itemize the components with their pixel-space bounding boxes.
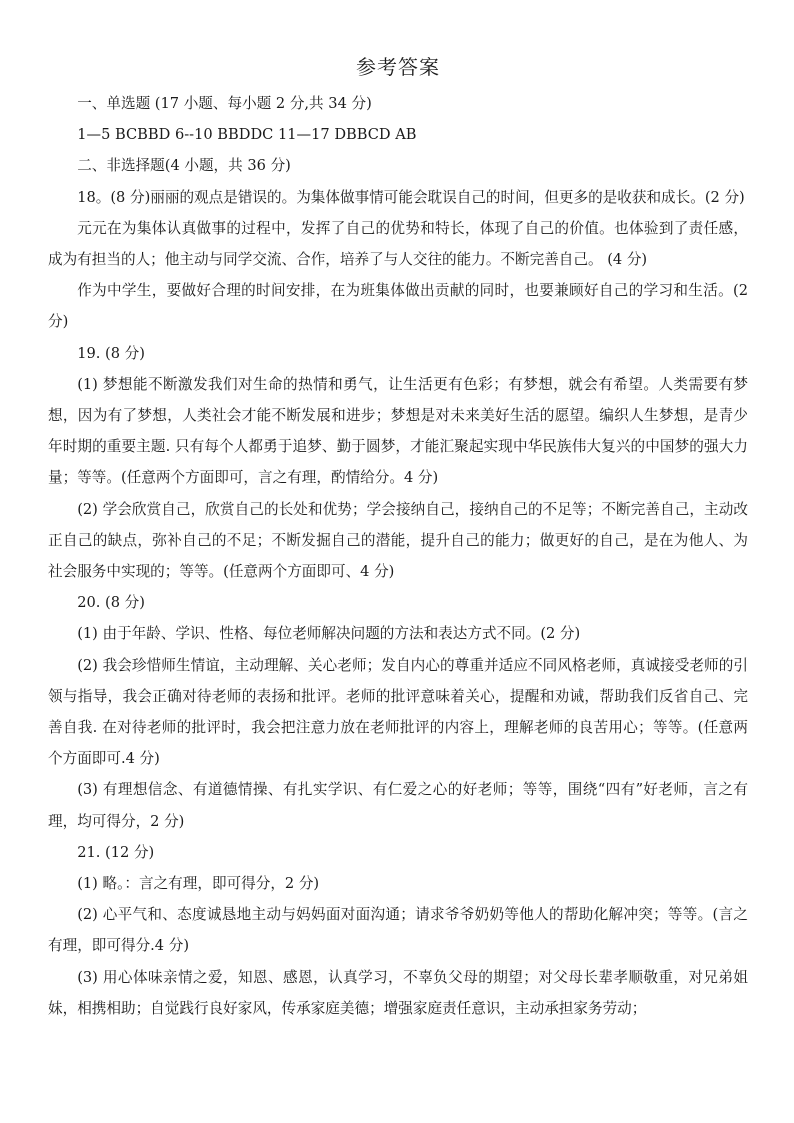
- q19-paragraph-1: (1) 梦想能不断激发我们对生命的热情和勇气，让生活更有色彩；有梦想，就会有希望。人类需要有梦想，因为有了梦想，人类社会才能不断发展和进步；梦想是对未来美好生活的愿望。编织人生梦想，是青少年时期的重要主题. 只有每个人都勇于追梦、勤于圆梦，才能汇聚起实现中华民族伟大复兴的中国梦的强大力量；等等。(任意两个方面即可，言之有理，酌情给分。4 分): [48, 375, 748, 487]
- q18-paragraph-3: 作为中学生，要做好合理的时间安排，在为班集体做出贡献的同时，也要兼顾好自己的学习和生活。(2 分): [48, 282, 748, 331]
- q21-paragraph-3: (3) 用心体味亲情之爱，知恩、感恩，认真学习，不辜负父母的期望；对父母长辈孝顺敬重，对兄弟姐妹，相携相助；自觉践行良好家风，传承家庭美德；增强家庭责任意识，主动承担家务劳动；: [48, 968, 748, 1017]
- q18-paragraph-2: 元元在为集体认真做事的过程中，发挥了自己的优势和特长，体现了自己的价值。也体验到了责任感，成为有担当的人；他主动与同学交流、合作，培养了与人交往的能力。不断完善自己。 (4 分): [48, 219, 748, 269]
- q21-heading: 21. (12 分): [77, 843, 155, 861]
- page-title: 参考答案: [356, 55, 440, 79]
- q19-heading: 19. (8 分): [77, 344, 145, 362]
- q21-paragraph-1: (1) 略。：言之有理，即可得分，2 分): [77, 875, 320, 893]
- q20-paragraph-1: (1) 由于年龄、学识、性格、每位老师解决问题的方法和表达方式不同。(2 分): [77, 625, 581, 643]
- answer-key-page: [48, 52, 748, 1024]
- q20-paragraph-2: (2) 我会珍惜师生情谊，主动理解、关心老师；发自内心的尊重并适应不同风格老师，真诚接受老师的引领与指导，我会正确对待老师的表扬和批评。老师的批评意味着关心，提醒和劝诫，帮助我们反省自己、完善自我. 在对待老师的批评时，我会把注意力放在老师批评的内容上，理解老师的良苦用心；等等。(任意两个方面即可.4 分): [48, 656, 748, 768]
- section2-heading: 二、非选择题(4 小题，共 36 分): [77, 157, 291, 175]
- q20-heading: 20. (8 分): [77, 594, 145, 612]
- q18-paragraph-1: 18。(8 分)丽丽的观点是错误的。为集体做事情可能会耽误自己的时间，但更多的是收获和成长。(2 分): [77, 188, 745, 206]
- section1-heading: 一、单选题 (17 小题、每小题 2 分,共 34 分): [77, 95, 372, 112]
- q20-paragraph-3: (3) 有理想信念、有道德情操、有扎实学识、有仁爱之心的好老师；等等，围绕“四有”好老师，言之有理，均可得分，2 分): [48, 781, 748, 830]
- q19-paragraph-2: (2) 学会欣赏自己，欣赏自己的长处和优势；学会接纳自己，接纳自己的不足等；不断完善自己，主动改正自己的缺点，弥补自己的不足；不断发掘自己的潜能，提升自己的能力；做更好的自己，是在为他人、为社会服务中实现的；等等。(任意两个方面即可、4 分): [48, 500, 748, 581]
- section1-answers: 1—5 BCBBD 6--10 BBDDC 11—17 DBBCD AB: [77, 126, 417, 144]
- q21-paragraph-2: (2) 心平气和、态度诚恳地主动与妈妈面对面沟通；请求爷爷奶奶等他人的帮助化解冲突；等等。(言之有理，即可得分.4 分): [48, 906, 748, 955]
